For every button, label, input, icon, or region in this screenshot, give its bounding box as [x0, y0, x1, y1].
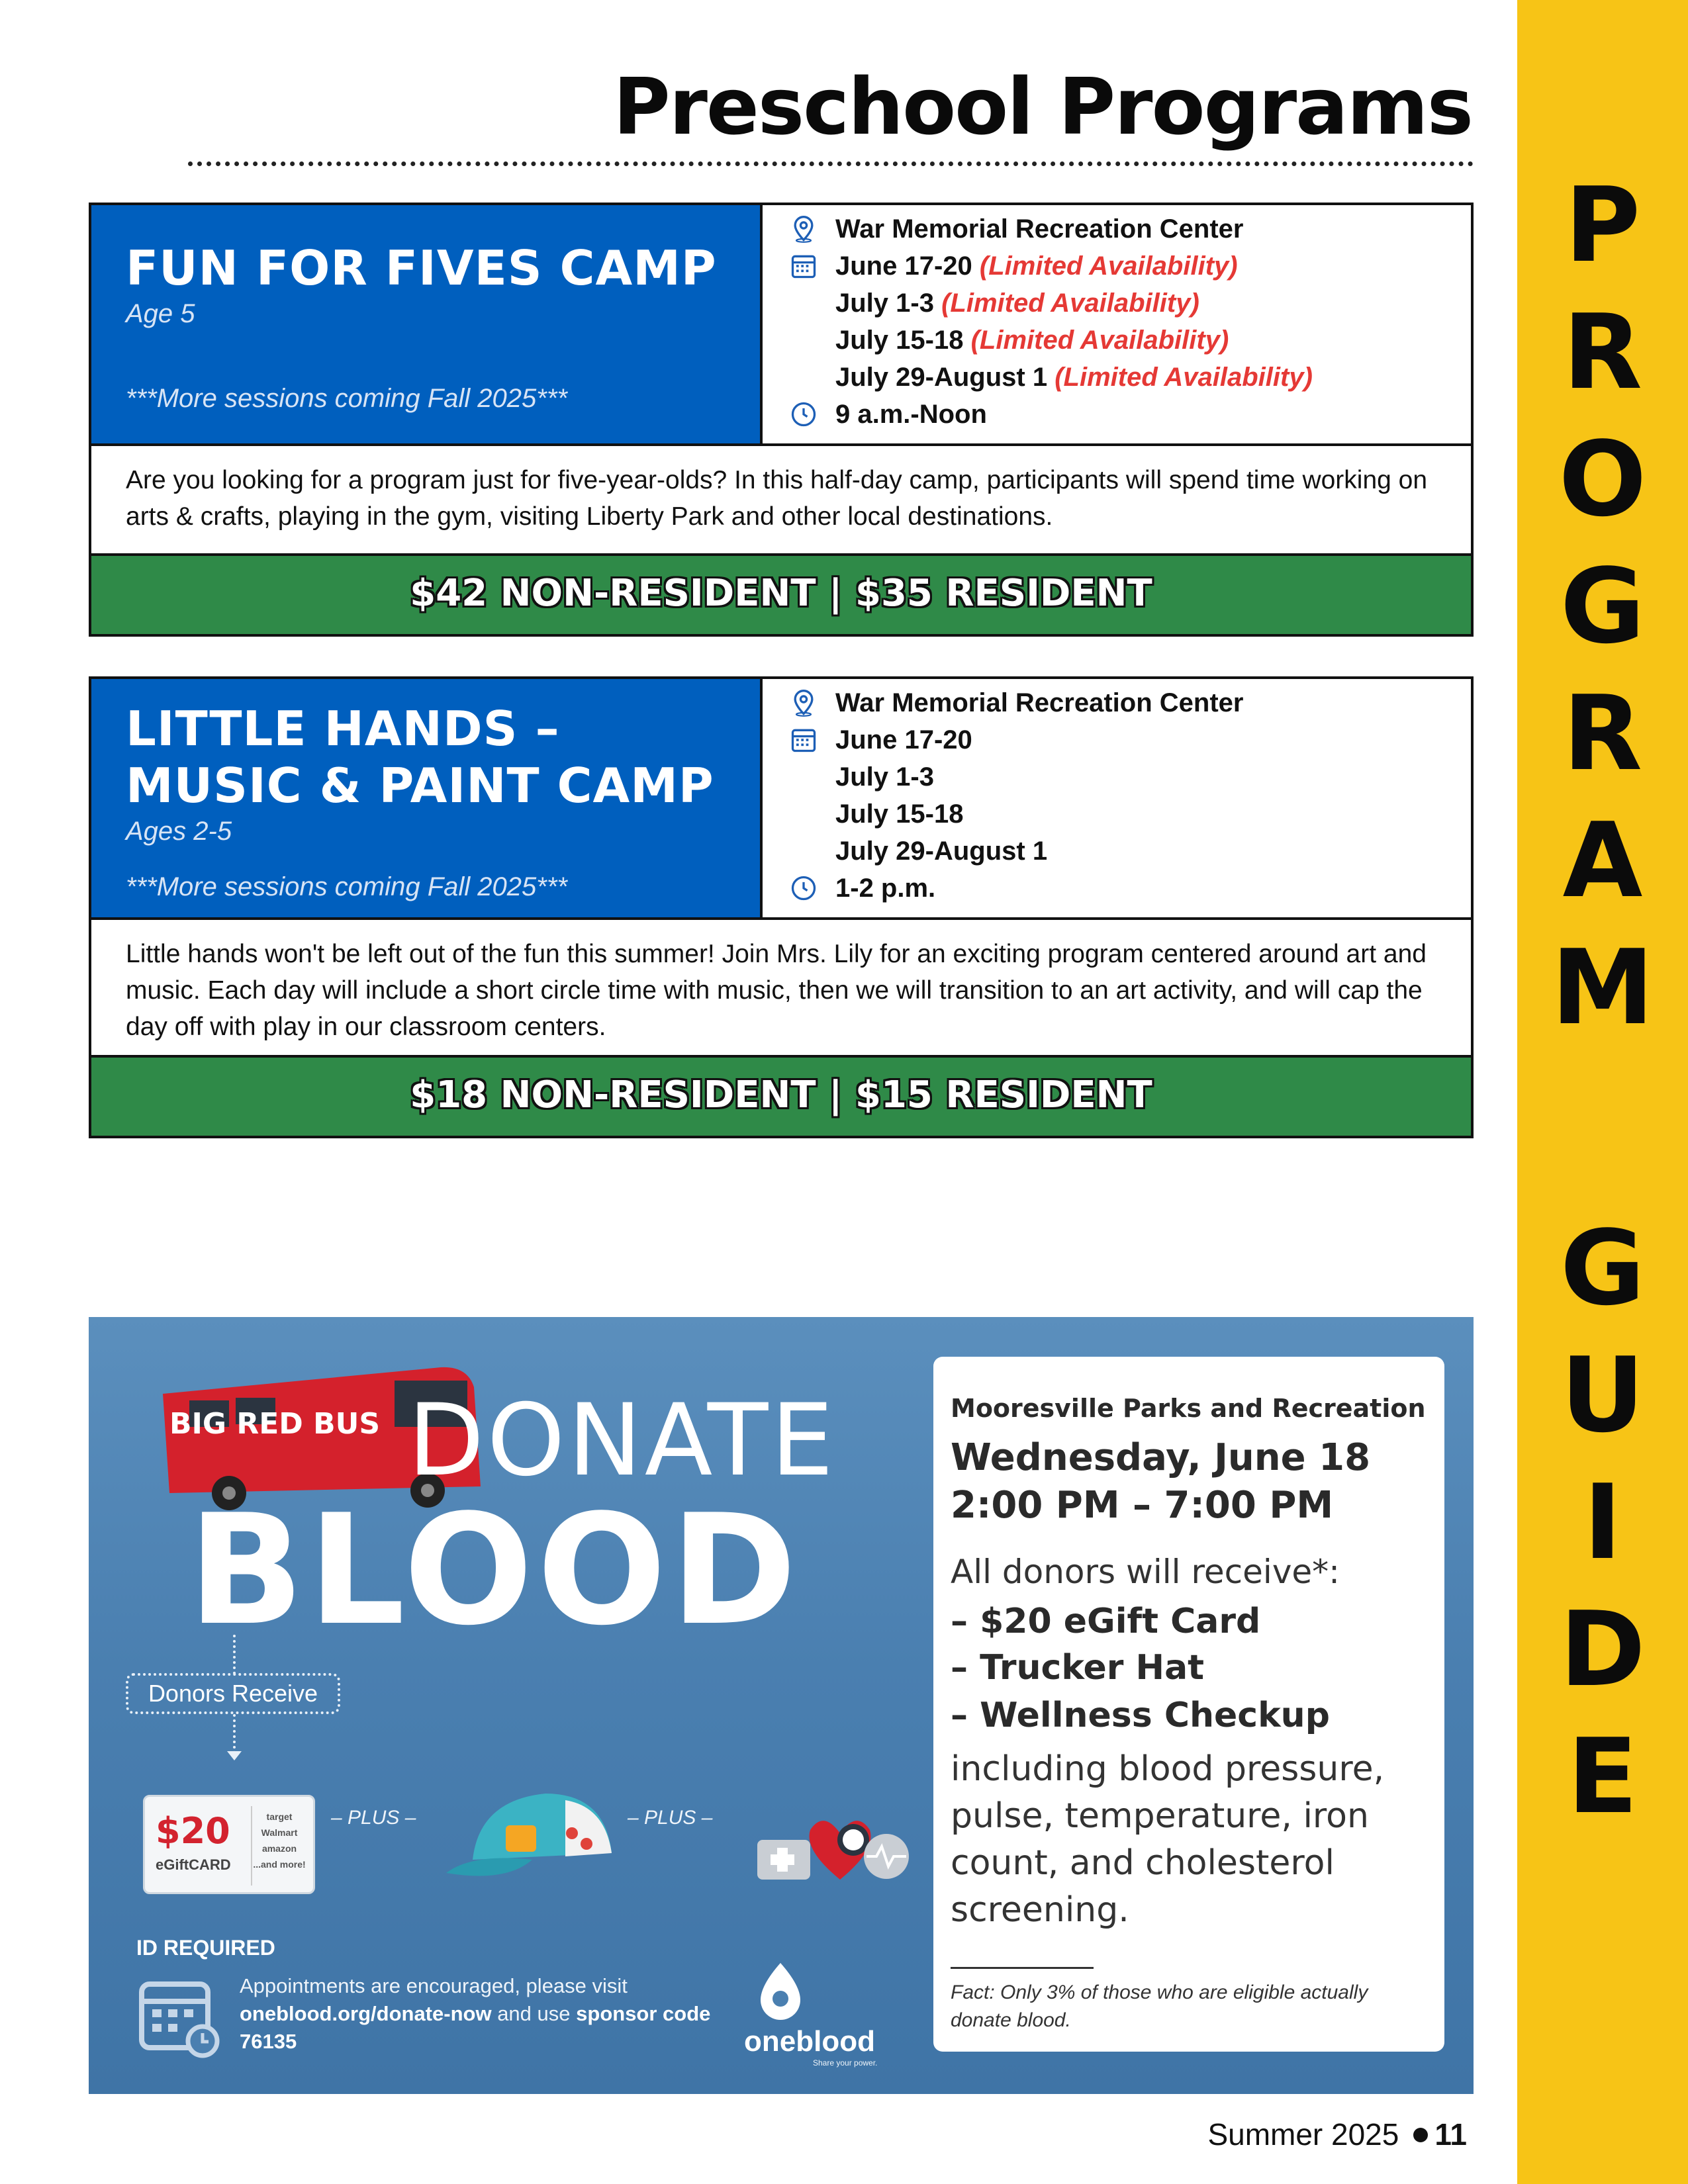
location-text: War Memorial Recreation Center [835, 688, 1244, 717]
calendar-icon [789, 725, 818, 754]
sidebar-letter: D [1560, 1589, 1646, 1709]
blood-heading: BLOOD [188, 1482, 801, 1659]
gift-logo: amazon [261, 1843, 297, 1854]
gift-logo: Walmart [261, 1827, 298, 1838]
location-text: War Memorial Recreation Center [835, 214, 1244, 244]
time-text: 1-2 p.m. [835, 874, 936, 903]
id-required-label: ID REQUIRED [136, 1936, 275, 1960]
event-time: 2:00 PM – 7:00 PM [951, 1484, 1334, 1527]
program-header [91, 205, 760, 443]
sidebar-letter: O [1558, 419, 1647, 539]
sidebar-letter: R [1562, 292, 1643, 412]
sidebar-letter: G [1560, 1208, 1646, 1328]
availability-note: (Limited Availability) [979, 251, 1238, 281]
program-description [91, 443, 1471, 556]
gift-logo: ...and more! [253, 1859, 306, 1870]
oneblood-tagline: Share your power. [813, 2058, 878, 2068]
appointment-prefix: Appointments are encouraged, please visit [240, 1974, 628, 1997]
session-date: June 17-20 [835, 251, 972, 281]
arrow-down-icon [227, 1751, 242, 1760]
sidebar-letter: M [1551, 927, 1654, 1048]
donate-heading: DONATE [408, 1383, 837, 1498]
fact-divider [951, 1967, 1094, 1969]
donor-benefit: – $20 eGift Card [951, 1602, 1261, 1641]
page-title: Preschool Programs [613, 61, 1472, 152]
donate-blood-ad [89, 1317, 1474, 2094]
page-footer [1207, 2116, 1467, 2152]
gift-amount: $20 [156, 1810, 230, 1852]
location-pin-icon [789, 214, 818, 244]
program-name: FUN FOR FIVES CAMP [126, 240, 717, 296]
oneblood-brand: oneblood [744, 2025, 875, 2058]
event-date: Wednesday, June 18 [951, 1436, 1371, 1479]
egift-card-image [143, 1795, 315, 1894]
sidebar-letter: P [1564, 165, 1641, 285]
program-note: ***More sessions coming Fall 2025*** [126, 384, 567, 413]
program-name: MUSIC & PAINT CAMP [126, 758, 714, 813]
plus-label: – PLUS – [331, 1807, 416, 1829]
sidebar-letter: G [1560, 546, 1646, 666]
session-date: July 29-August 1 [835, 837, 1048, 866]
health-kit-icon [751, 1794, 916, 1906]
trucker-hat-icon [433, 1774, 645, 1906]
session-date: July 1-3 [835, 289, 934, 318]
footer-season: Summer 2025 [1207, 2117, 1399, 2152]
calendar-icon [789, 251, 818, 281]
connector-line [233, 1635, 236, 1674]
donor-benefits-intro: All donors will receive*: [951, 1553, 1340, 1591]
connector-line [233, 1714, 236, 1754]
session-date: June 17-20 [835, 725, 972, 754]
location-pin-icon [789, 688, 818, 717]
donor-benefit: – Trucker Hat [951, 1648, 1205, 1688]
price-banner: $18 NON-RESIDENT | $15 RESIDENT [91, 1055, 1471, 1136]
program-guide-sidebar [1517, 0, 1688, 2184]
program-name: LITTLE HANDS – [126, 701, 560, 756]
gift-logo: target [266, 1811, 293, 1822]
page-number: 11 [1434, 2117, 1467, 2152]
wellness-detail: including blood pressure, pulse, temperature, iron count, and cholesterol screening. [951, 1749, 1385, 1930]
availability-note: (Limited Availability) [970, 326, 1229, 355]
plus-label: – PLUS – [628, 1807, 713, 1829]
clock-icon [789, 400, 818, 429]
description-text: Little hands won't be left out of the fun this summer! Join Mrs. Lily for an exciting program centered around art and music. Each day will include a short circle time with music, then we will transition to an art activity, and will cap the day off with play in our classroom centers. [126, 940, 1427, 1041]
gift-logos [251, 1806, 306, 1886]
appointment-url[interactable]: oneblood.org/donate-now [240, 2002, 492, 2025]
event-organizer: Mooresville Parks and Recreation [951, 1394, 1426, 1423]
availability-note: (Limited Availability) [1055, 363, 1313, 392]
sidebar-letter: E [1567, 1716, 1638, 1837]
availability-note: (Limited Availability) [941, 289, 1199, 318]
session-date: July 29-August 1 [835, 363, 1048, 392]
oneblood-logo-icon [747, 1958, 814, 2030]
sidebar-letter: U [1560, 1335, 1645, 1455]
sidebar-letter: R [1562, 673, 1643, 794]
session-date: July 15-18 [835, 326, 964, 355]
program-header [91, 679, 760, 917]
clock-icon [789, 874, 818, 903]
session-date: July 1-3 [835, 762, 934, 792]
sponsor-code: sponsor code 76135 [240, 2002, 711, 2053]
sidebar-letter: A [1562, 800, 1643, 921]
program-info [760, 205, 1471, 443]
description-text: Are you looking for a program just for five-year-olds? In this half-day camp, participants will spend time working on arts & crafts, playing in the gym, visiting Liberty Park and other local destinations. [126, 466, 1428, 531]
event-details-panel [933, 1357, 1444, 2052]
title-divider [188, 161, 1474, 166]
donor-benefit: – Wellness Checkup [951, 1696, 1330, 1735]
appointment-calendar-icon [136, 1972, 222, 2058]
donors-receive-label: Donors Receive [126, 1673, 340, 1714]
program-note: ***More sessions coming Fall 2025*** [126, 872, 567, 901]
sidebar-letter: I [1583, 1462, 1622, 1582]
program-info [760, 679, 1471, 917]
bullet-dot [1413, 2128, 1428, 2142]
program-age: Age 5 [126, 299, 195, 328]
program-age: Ages 2-5 [126, 817, 232, 846]
program-card-fun-for-fives [89, 203, 1474, 637]
program-card-little-hands [89, 676, 1474, 1138]
session-date: July 15-18 [835, 799, 964, 829]
gift-label: eGiftCARD [156, 1856, 231, 1873]
price-banner: $42 NON-RESIDENT | $35 RESIDENT [91, 553, 1471, 634]
appointment-middle: and use [497, 2002, 571, 2025]
time-text: 9 a.m.-Noon [835, 400, 987, 429]
bus-text: BIG RED BUS [169, 1407, 381, 1441]
appointment-text [240, 1972, 716, 2056]
program-description [91, 917, 1471, 1058]
donation-fact: Fact: Only 3% of those who are eligible actually donate blood. [951, 1981, 1368, 2031]
